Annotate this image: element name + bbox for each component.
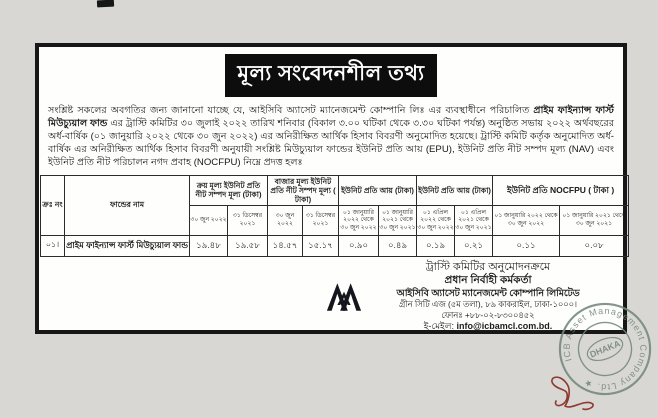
epu-nav-nocfpu-table <box>40 175 629 257</box>
header-serial-no: ক্রঃ নং <box>41 175 65 235</box>
company-name-line: আইসিবি অ্যাসেট ম্যানেজমেন্ট কোম্পানি লিমিটেড <box>396 288 580 298</box>
cell-fund-name: প্রাইম ফাইন্যান্স ফার্স্ট মিউচ্যুয়াল ফান্ড <box>65 235 190 256</box>
email-label: ই-মেইল: <box>423 321 457 331</box>
cell-epu-q-2021: ০.২১ <box>455 235 493 256</box>
notice-paragraph <box>48 105 614 170</box>
header-cost-price-nav: ক্রয় মূল্য ইউনিট প্রতি নীট সম্পদ মূল্য (টাকা) <box>190 175 268 205</box>
subheader-epu-q-2022: ০১ এপ্রিল ২০২২ থেকে ৩০ জুন ২০২২ <box>417 205 455 235</box>
subheader-cost-2021: ৩১ ডিসেম্বর ২০২১ <box>228 205 268 235</box>
phone-line: ফোনঃ +৮৮-০২-৮৩০০৪৫২ <box>441 309 535 320</box>
cell-nocfpu-2022: ০.১১ <box>493 235 560 256</box>
paragraph-intro: সংশ্লিষ্ট সকলের অবগতির জন্য জানানো যাচ্ছে যে, আইসিবি অ্যাসেট ম্যানেজমেন্ট কোম্পানি লিঃ এর ব্যবস্থাধীনে পরিচালিত <box>48 105 534 116</box>
price-sensitive-notice <box>35 43 627 334</box>
subheader-epu-q-2021: ০১ এপ্রিল ২০২১ থেকে ৩০ জুন ২০২১ <box>455 205 493 235</box>
paragraph-rest: এর ট্রাস্টি কমিটির ৩০ জুলাই ২০২২ তারিখ শনিবার (বিকাল ৩.০০ ঘটিকা থেকে ৩.৩০ ঘটিকা পর্যন্ত) অনুষ্ঠিত সভায় ২০২২ অর্থবছরের অর্ধ-বার্ষিক (০১ জানুয়ারি ২০২২ থেকে ৩০ জুন ২০২২) এর অনিরীক্ষিত আর্থিক হিসাব বিবরণী অনুমোদিত হয়েছে। ট্রাস্টি কমিটি কর্তৃক অনুমোদিত অর্ধ-বার্ষিক এর অনিরীক্ষিত আর্থিক হিসাব বিবরণী অনুযায়ী সংশ্লিষ্ট মিউচ্যুয়াল ফান্ডের ইউনিট প্রতি আয় (EPU), ইউনিট প্রতি নীট সম্পদ মূল্য (NAV) এবং ইউনিট প্রতি নীট পরিচালন নগদ প্রবাহ (NOCFPU) নিম্নে প্রদত্ত হলঃ <box>48 117 614 168</box>
subheader-epu-h-2022: ০১ জানুয়ারি ২০২২ থেকে ৩০ জুন ২০২২ <box>339 205 379 235</box>
notice-title <box>225 54 436 97</box>
subheader-market-2021: ৩১ ডিসেম্বর ২০২১ <box>303 205 339 235</box>
header-market-price-nav: বাজার মূল্য ইউনিট প্রতি নীট সম্পদ মূল্য ( টাকা) <box>268 175 339 205</box>
cell-cost-2021: ১৯.৫৮ <box>228 235 268 256</box>
cell-serial: ০১। <box>41 235 65 256</box>
scan-artifact-mark <box>97 0 114 7</box>
handwritten-signature <box>545 370 617 416</box>
approval-line: ট্রাস্টি কমিটির অনুমোদনক্রমে <box>425 261 551 273</box>
table-header-group-row <box>41 175 629 205</box>
address-line: গ্রীন সিটি এজ (৫ম তলা), ৮৯ কাকরাইল, ঢাকা-১০০০। <box>399 299 577 309</box>
cell-cost-2022: ১৯.৪৮ <box>190 235 228 256</box>
icb-amcl-logo <box>325 280 363 313</box>
header-epu-halfyear: ইউনিট প্রতি আয় (টাকা) <box>339 175 417 205</box>
subheader-market-2022: ৩০ জুন ২০২২ <box>268 205 303 235</box>
header-fund-name: ফান্ডের নাম <box>65 175 190 235</box>
email-address-link[interactable]: info@icbamcl.com.bd. <box>456 321 553 331</box>
designation-line: প্রধান নির্বাহী কর্মকর্তা <box>444 274 532 286</box>
subheader-nocfpu-2022: ০১ জানুয়ারি ২০২২ থেকে ৩০ জুন ২০২২ <box>493 205 560 235</box>
cell-epu-h-2021: ০.৪৯ <box>379 235 417 256</box>
cell-epu-h-2022: ০.৯০ <box>339 235 379 256</box>
stamp-center-text: DHAKA <box>588 338 622 360</box>
cell-epu-q-2022: ০.১৯ <box>417 235 455 256</box>
subheader-nocfpu-2021: ০১ জানুয়ারি ২০২১ থেকে ৩০ জুন ২০২১ <box>560 205 629 235</box>
header-epu-quarter: ইউনিট প্রতি আয় (টাকা) <box>417 175 493 205</box>
header-nocfpu: ইউনিট প্রতি NOCFPU ( টাকা ) <box>493 175 629 205</box>
stamp-ring-text: ICB Asset Management Company Ltd. ★ <box>561 305 649 393</box>
subheader-cost-2022: ৩০ জুন ২০২২ <box>190 205 228 235</box>
fund-name-bold: প্রাইম ফাইন্যান্স ফার্স্ট মিউচ্যুয়াল ফান্ড <box>48 105 614 129</box>
table-row <box>41 235 629 256</box>
cell-nocfpu-2021: ০.০৮ <box>560 235 629 256</box>
cell-market-2021: ১৫.১৭ <box>303 235 339 256</box>
notice-title-text: মূল্য সংবেদনশীল তথ্য <box>237 62 425 85</box>
cell-market-2022: ১৪.৫৭ <box>268 235 303 256</box>
subheader-epu-h-2021: ০১ জানুয়ারি ২০২১ থেকে ৩০ জুন ২০২১ <box>379 205 417 235</box>
